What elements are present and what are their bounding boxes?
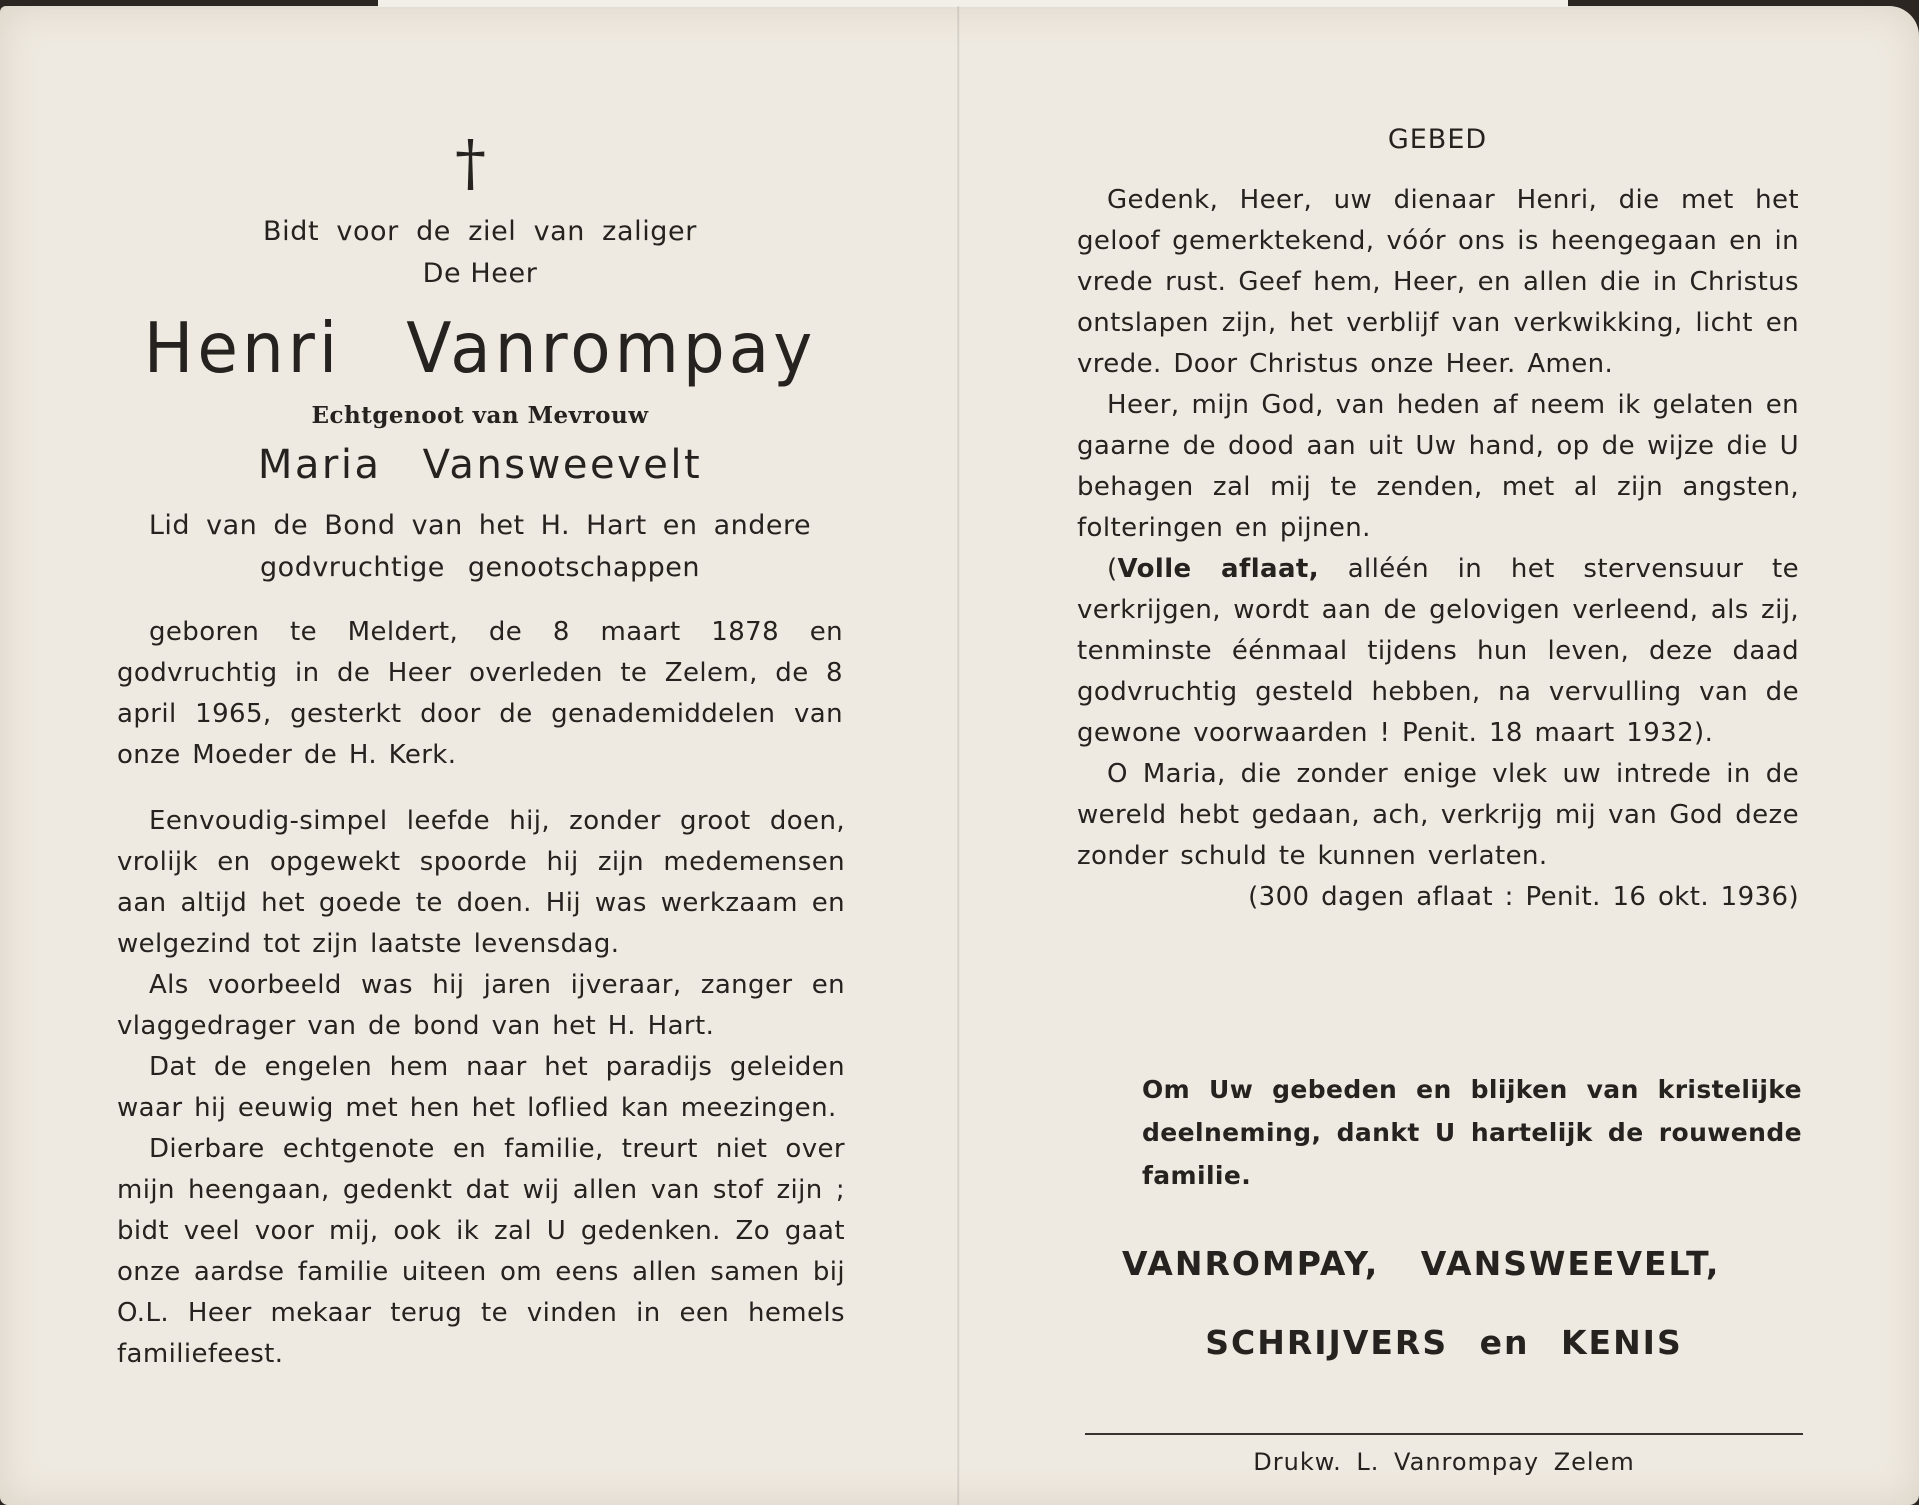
biography-paragraph-2: Als voorbeeld was hij jaren ijveraar, zanger en vlaggedrager van de bond van het H. Hart. xyxy=(117,970,845,1041)
spouse-label: Echtgenoot van Mevrouw xyxy=(311,402,649,429)
prayer-paragraph-3: O Maria, die zonder enige vlek uw intrede in de wereld hebt gedaan, ach, verkrijg mij van God deze zonder schuld te kunnen verlaten. xyxy=(1077,759,1799,871)
family-line-2: SCHRIJVERS en KENIS xyxy=(1205,1323,1683,1362)
divider-rule xyxy=(1085,1433,1803,1435)
spouse-name: Maria Vansweevelt xyxy=(257,442,703,488)
thanks-text: Om Uw gebeden en blijken van kristelijke deelneming, dankt U hartelijk de rouwende familie. xyxy=(1142,1075,1802,1190)
biography-block xyxy=(117,801,845,1375)
indulgence-paragraph xyxy=(1077,549,1799,754)
card-fold-line xyxy=(957,6,960,1505)
prayer-heading: GEBED xyxy=(1387,124,1488,155)
indulgence-open: ( xyxy=(1107,554,1118,584)
membership-line-1: Lid van de Bond van het H. Hart en andere xyxy=(148,510,812,541)
birth-death-text: geboren te Meldert, de 8 maart 1878 en godvruchtig in de Heer overleden te Zelem, de 8 april 1965, gesterkt door de genademiddelen van onze Moeder de H. Kerk. xyxy=(117,617,843,770)
prayer-paragraph-1: Gedenk, Heer, uw dienaar Henri, die met het geloof gemerktekend, vóór ons is heengegaan en in vrede rust. Geef hem, Heer, en allen die in Christus ontslapen zijn, het verblijf van verkwikking, licht en vrede. Door Christus onze Heer. Amen. xyxy=(1077,185,1799,379)
prayer-paragraph-2: Heer, mijn God, van heden af neem ik gelaten en gaarne de dood aan uit Uw hand, op de wijze die U behagen zal mij te zenden, met al zijn angsten, folteringen en pijnen. xyxy=(1077,390,1799,543)
printer-credit: Drukw. L. Vanrompay Zelem xyxy=(1253,1448,1635,1476)
intro-line-1: Bidt voor de ziel van zaliger xyxy=(263,216,697,247)
prayer-block xyxy=(1077,180,1799,918)
birth-death-block xyxy=(117,612,843,776)
indulgence-note: (300 dagen aflaat : Penit. 16 okt. 1936) xyxy=(1248,882,1799,912)
thanks-block xyxy=(1142,1068,1802,1197)
indulgence-bold: Volle aflaat, xyxy=(1117,554,1320,584)
biography-paragraph-3: Dat de engelen hem naar het paradijs geleiden waar hij eeuwig met hen het loflied kan meezingen. xyxy=(117,1052,845,1123)
family-line-1: VANROMPAY, VANSWEEVELT, xyxy=(1122,1244,1721,1283)
biography-paragraph-1: Eenvoudig-simpel leefde hij, zonder groot doen, vrolijk en opgewekt spoorde hij zijn medemensen aan altijd het goede te doen. Hij was werkzaam en welgezind tot zijn laatste levensdag. xyxy=(117,806,845,959)
membership-line-2: godvruchtige genootschappen xyxy=(260,552,700,583)
deceased-name: Henri Vanrompay xyxy=(143,308,817,389)
biography-paragraph-4: Dierbare echtgenote en familie, treurt niet over mijn heengaan, gedenkt dat wij allen van stof zijn ; bidt veel voor mij, ook ik zal U gedenken. Zo gaat onze aardse familie uiteen om eens allen samen bij O.L. Heer mekaar terug te vinden in een hemels familiefeest. xyxy=(117,1134,845,1369)
cross-icon: † xyxy=(455,126,486,199)
indulgence-rest: alléén in het stervensuur te verkrijgen, wordt aan de gelovigen verleend, als zij, tenminste éénmaal tijdens hun leven, deze daad godvruchtig gesteld hebben, na vervulling van de gewone voorwaarden ! Penit. 18 maart 1932). xyxy=(1077,554,1799,748)
card-top-edge xyxy=(378,0,1568,7)
intro-line-2: De Heer xyxy=(422,258,538,289)
